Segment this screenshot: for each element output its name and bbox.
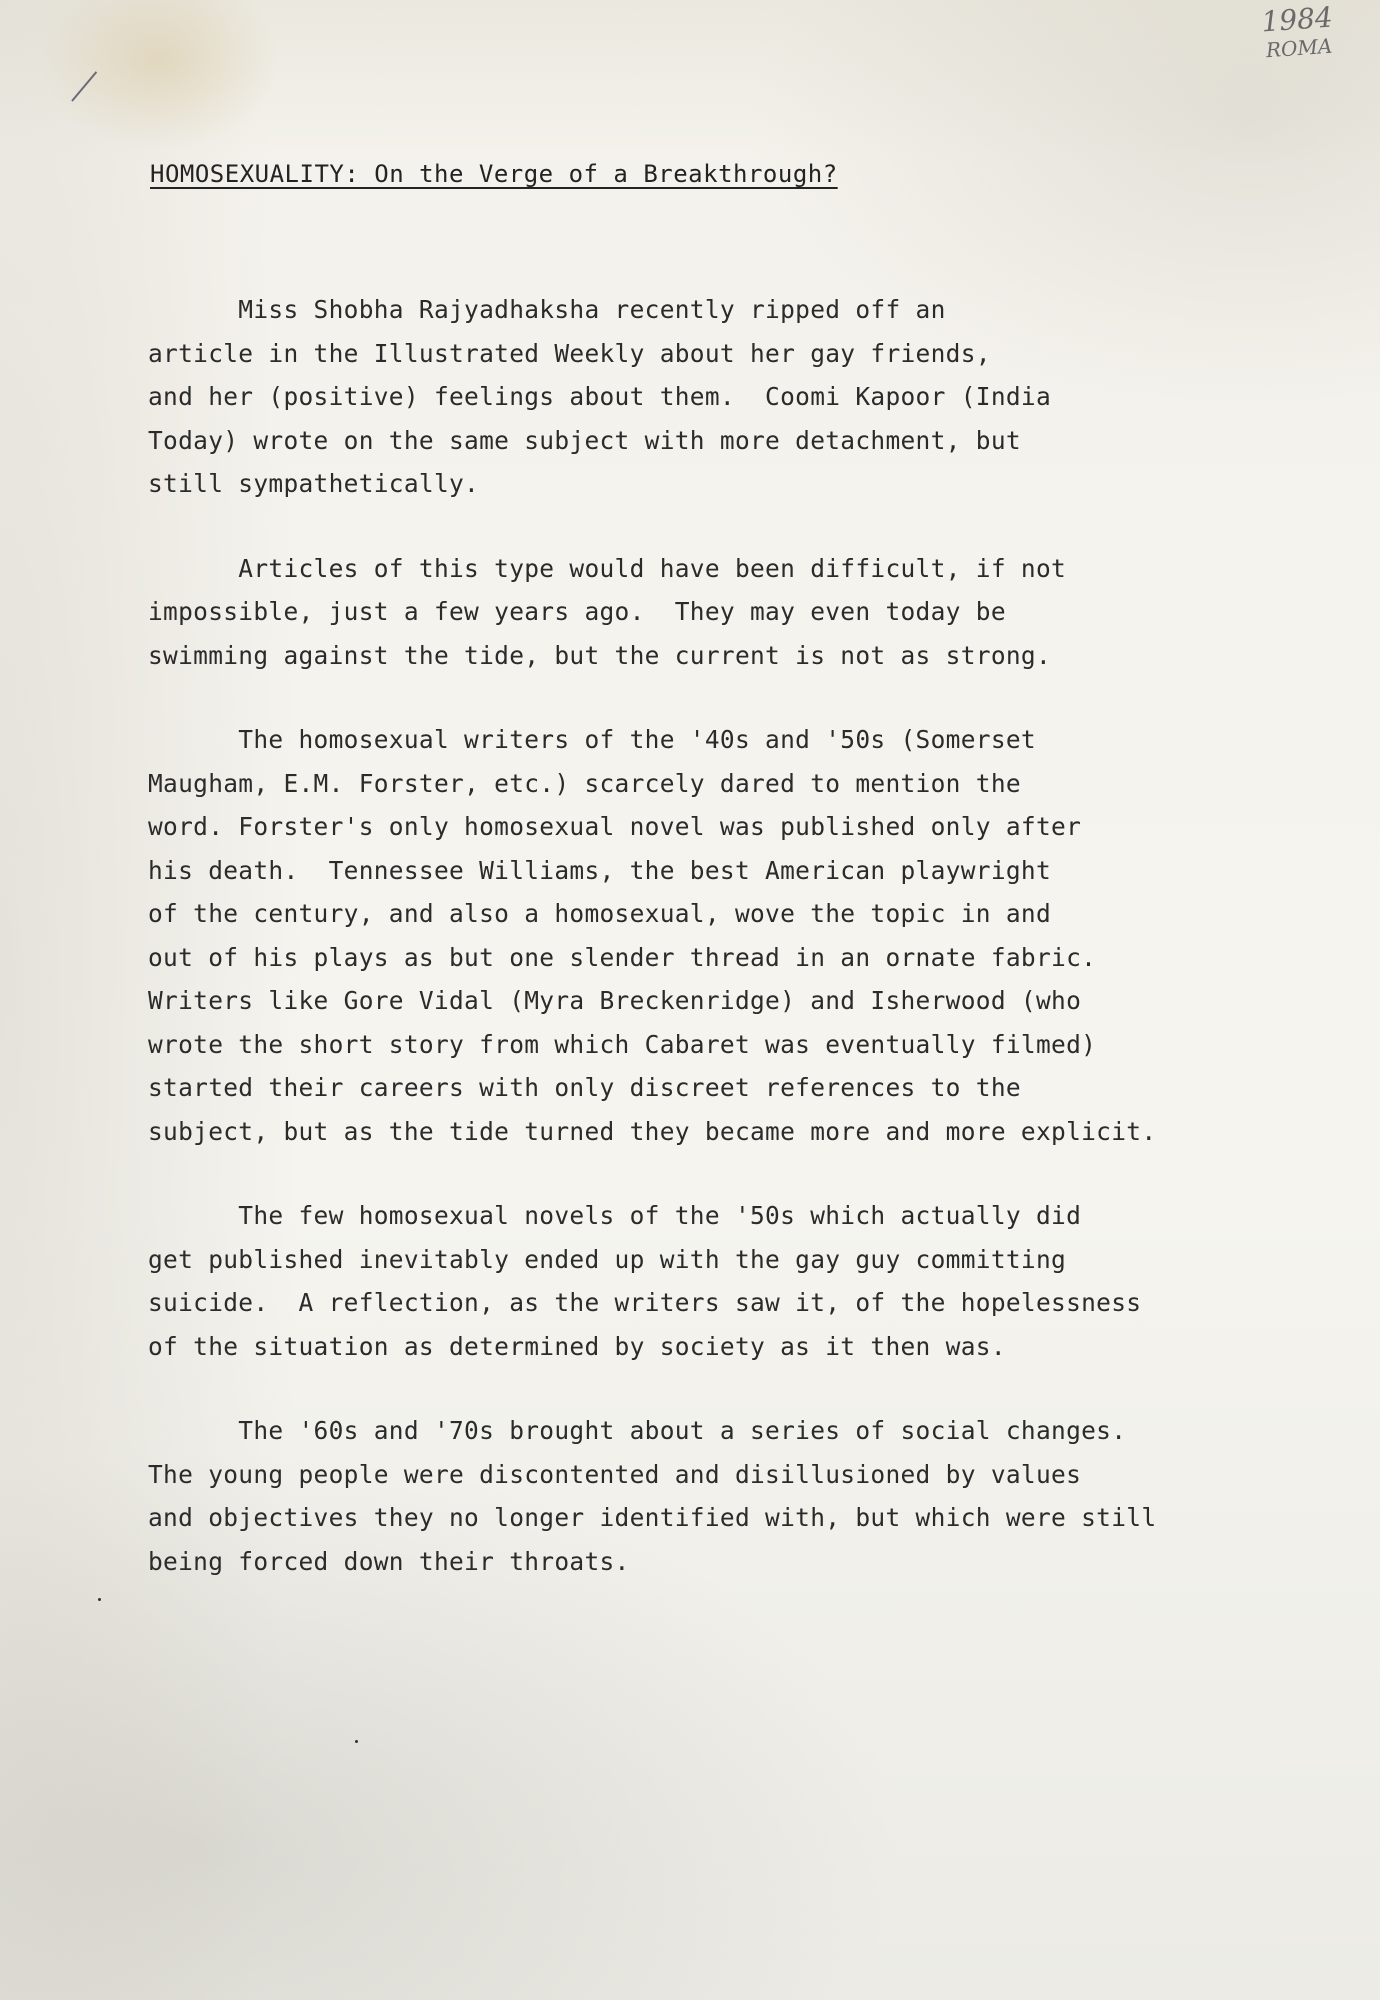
text-line: of the century, and also a homosexual, wove the topic in and (148, 899, 1052, 928)
text-line: get published inevitably ended up with the gay guy committing (148, 1244, 1067, 1274)
text-line: word. Forster's only homosexual novel was published only after (148, 812, 1082, 841)
annotation-year: 1984 (1260, 0, 1334, 39)
text-line: impossible, just a few years ago. They may even today be (148, 597, 1006, 626)
handwritten-annotation (1246, 0, 1349, 63)
paragraph-5 (148, 1409, 1338, 1583)
text-line: still sympathetically. (148, 469, 480, 498)
text-line: article in the Illustrated Weekly about her gay friends, (148, 338, 991, 368)
paragraph-1 (148, 288, 1338, 506)
text-line: The homosexual writers of the '40s and '50s (Somerset (148, 725, 1036, 754)
stray-mark (355, 1740, 358, 1743)
text-line: swimming against the tide, but the current is not as strong. (148, 640, 1052, 670)
text-line: and objectives they no longer identified with, but which were still (148, 1503, 1157, 1532)
paragraph-3 (148, 718, 1338, 1153)
paragraph-2 (148, 547, 1338, 678)
text-line: wrote the short story from which Cabaret was eventually filmed) (148, 1029, 1097, 1059)
text-line: The young people were discontented and disillusioned by values (148, 1459, 1082, 1489)
text-line: of the situation as determined by society as it then was. (148, 1331, 1006, 1361)
text-line: Articles of this type would have been difficult, if not (148, 553, 1067, 583)
pen-mark (71, 71, 97, 101)
text-line: his death. Tennessee Williams, the best American playwright (148, 855, 1052, 885)
text-line: The few homosexual novels of the '50s which actually did (148, 1201, 1082, 1230)
text-line: started their careers with only discreet references to the (148, 1073, 1021, 1102)
text-line: and her (positive) feelings about them. Coomi Kapoor (India (148, 382, 1052, 411)
text-line: Today) wrote on the same subject with more detachment, but (148, 425, 1021, 455)
text-line: suicide. A reflection, as the writers saw it, of the hopelessness (148, 1288, 1142, 1317)
stray-mark (98, 1598, 101, 1601)
text-line: out of his plays as but one slender thread in an ornate fabric. (148, 942, 1097, 972)
text-line: Writers like Gore Vidal (Myra Breckenridge) and Isherwood (who (148, 986, 1082, 1015)
text-line: Maugham, E.M. Forster, etc.) scarcely dared to mention the (148, 768, 1021, 798)
text-line: subject, but as the tide turned they became more and more explicit. (148, 1116, 1157, 1146)
text-line: being forced down their throats. (148, 1546, 630, 1576)
annotation-city: ROMA (1265, 33, 1334, 63)
paragraph-4 (148, 1194, 1338, 1368)
document-body (148, 288, 1338, 1624)
text-line: The '60s and '70s brought about a series of social changes. (148, 1416, 1127, 1445)
text-line: Miss Shobha Rajyadhaksha recently ripped off an (148, 295, 946, 324)
document-title: HOMOSEXUALITY: On the Verge of a Breakthrough? (150, 160, 838, 188)
